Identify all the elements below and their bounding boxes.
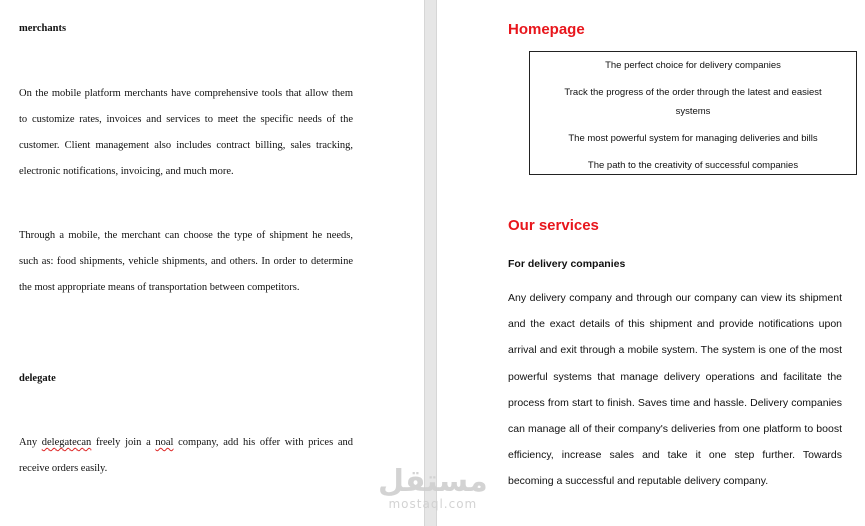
right-document-page [437,0,865,526]
watermark-arabic: مستقل [378,464,488,499]
paragraph-delegate-end: company, add his offer with prices and receive orders easily. [19,437,353,474]
box-line-3: systems [675,106,711,117]
left-document-page [0,0,424,526]
paragraph-delegate [19,430,353,482]
subheading-delivery-companies: For delivery companies [508,258,626,270]
box-line-1: The perfect choice for delivery companies [605,60,781,71]
paragraph-delegate-mid: freely join a [91,437,156,448]
paragraph-delivery-services: Any delivery company and through our company can view its shipment and the exact details of this shipment and provide notifications upon arrival and exit through a mobile system. The system is one of the most powerful systems that manage delivery operations and facilitate the process from start to finish. Saves time and hassle. Delivery companies can manage all of their company's deliveries from one platform to boost efficiency, increase sales and take it one step further. Towards becoming a successful and reputable delivery company. [508,292,842,488]
spelling-error-noal[interactable]: noal [155,437,174,448]
heading-homepage: Homepage [508,21,585,38]
box-line-4: The most powerful system for managing deliveries and bills [568,133,818,144]
watermark-logo [378,464,488,511]
heading-merchants: merchants [19,23,67,34]
heading-delegate: delegate [19,373,56,384]
spelling-error-delegatecan[interactable]: delegatecan [41,437,92,448]
page-gutter [424,0,437,526]
box-line-5: The path to the creativity of successful companies [587,160,799,171]
paragraph-shipment-type: Through a mobile, the merchant can choose the type of shipment he needs, such as: food shipments, vehicle shipments, and others. In order to determine the most appropriate means of transportation between competitors. [19,230,353,293]
watermark-latin: mostaql.com [388,497,478,511]
heading-our-services: Our services [508,217,599,234]
paragraph-delegate-start: Any [19,437,42,448]
paragraph-merchants-tools: On the mobile platform merchants have comprehensive tools that allow them to customize rates, invoices and services to meet the specific needs of the customer. Client management also includes contract billing, sales tracking, electronic notifications, invoicing, and much more. [19,88,353,177]
homepage-text-box [529,51,857,175]
box-line-2: Track the progress of the order through the latest and easiest [564,87,822,98]
